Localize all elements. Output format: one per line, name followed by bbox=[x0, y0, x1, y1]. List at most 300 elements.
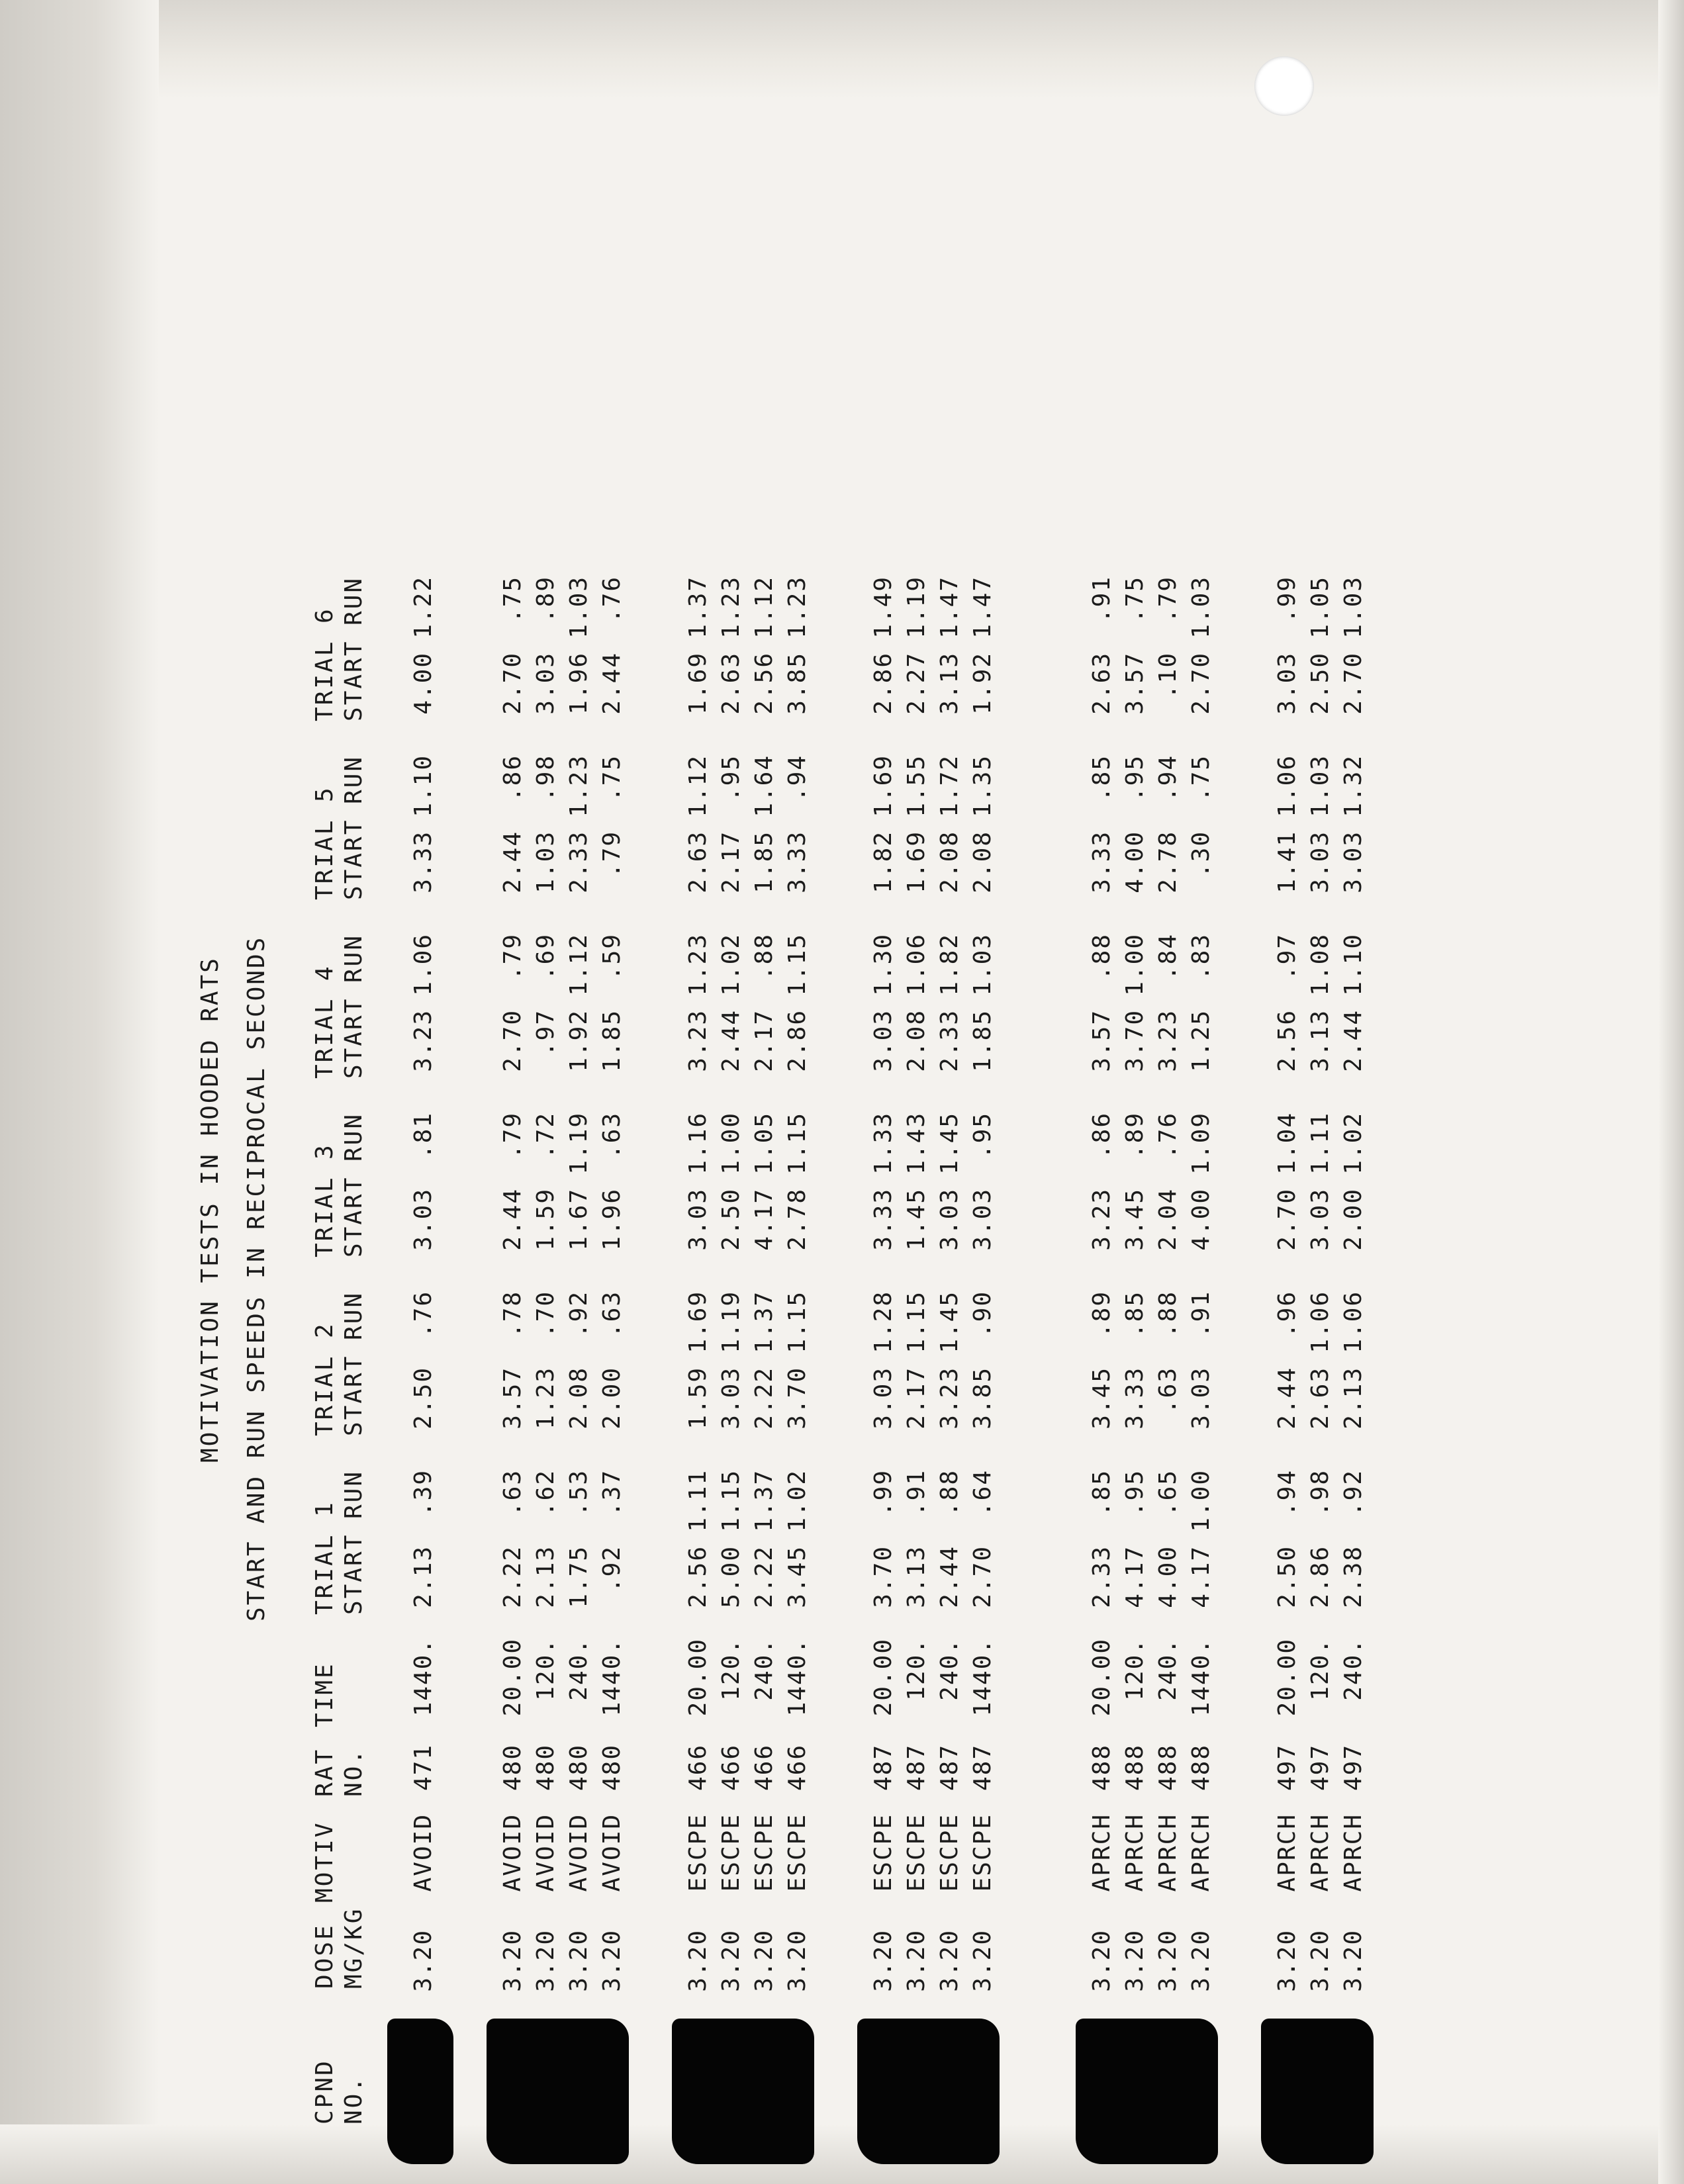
table-row bbox=[1271, 139, 1304, 2124]
cell-motiv: APRCH bbox=[1307, 1813, 1334, 1892]
cell-trial-1-run: .53 bbox=[565, 1469, 592, 1517]
cell-trial-2-start: 3.33 bbox=[1121, 1367, 1148, 1430]
cell-trial-5-start: 1.85 bbox=[751, 831, 778, 893]
cell-trial-5-start: 1.82 bbox=[870, 831, 897, 893]
cell-trial-1-run: .94 bbox=[1274, 1469, 1301, 1517]
cell-trial-4-run: 1.08 bbox=[1307, 933, 1334, 996]
cell-trial-3-run: 1.33 bbox=[870, 1112, 897, 1175]
table-row bbox=[781, 139, 814, 2124]
header-trial-5-start: START bbox=[340, 818, 367, 900]
cell-trial-3-run: .86 bbox=[1088, 1112, 1115, 1160]
cell-trial-3-start: 3.03 bbox=[410, 1188, 437, 1251]
cell-trial-4-run: .88 bbox=[751, 933, 778, 981]
cell-trial-2-run: .70 bbox=[532, 1291, 559, 1338]
cell-trial-5-run: .95 bbox=[1121, 754, 1148, 802]
cell-dose: 3.20 bbox=[1088, 1929, 1115, 1992]
redaction-mark bbox=[1076, 2019, 1218, 2164]
header-trial-1-start: START bbox=[340, 1533, 367, 1615]
cell-trial-1-run: .85 bbox=[1088, 1469, 1115, 1517]
cell-trial-6-start: 1.69 bbox=[684, 652, 712, 715]
table-row bbox=[596, 139, 629, 2124]
table-row bbox=[1086, 139, 1119, 2124]
cell-trial-2-start: 2.50 bbox=[410, 1367, 437, 1430]
cell-trial-1-run: .37 bbox=[598, 1469, 626, 1517]
cell-trial-4-run: 1.02 bbox=[718, 933, 745, 996]
cell-trial-4-start: 2.44 bbox=[718, 1009, 745, 1072]
cell-trial-3-run: 1.15 bbox=[784, 1112, 811, 1175]
cell-motiv: APRCH bbox=[1154, 1813, 1182, 1892]
cell-trial-5-run: 1.35 bbox=[969, 754, 996, 817]
cell-trial-3-start: 3.03 bbox=[969, 1188, 996, 1251]
cell-trial-6-start: 2.70 bbox=[1340, 652, 1367, 715]
cell-rat-no: 497 bbox=[1307, 1744, 1334, 1792]
cell-trial-5-run: .94 bbox=[784, 754, 811, 802]
cell-rat-no: 480 bbox=[532, 1744, 559, 1792]
cell-trial-5-run: 1.12 bbox=[684, 754, 712, 817]
cell-trial-1-run: .99 bbox=[870, 1469, 897, 1517]
cell-trial-6-start: 2.56 bbox=[751, 652, 778, 715]
cell-trial-6-start: 2.63 bbox=[1088, 652, 1115, 715]
cell-trial-6-run: 1.05 bbox=[1307, 576, 1334, 639]
cell-trial-5-run: .86 bbox=[499, 754, 526, 802]
cell-rat-no: 487 bbox=[870, 1744, 897, 1792]
cell-time: 1440. bbox=[784, 1638, 811, 1717]
cell-trial-5-run: 1.64 bbox=[751, 754, 778, 817]
cell-trial-1-run: .92 bbox=[1340, 1469, 1367, 1517]
cell-trial-5-run: .75 bbox=[598, 754, 626, 802]
cell-motiv: ESCPE bbox=[903, 1813, 930, 1892]
cell-trial-1-start: 3.70 bbox=[870, 1545, 897, 1608]
redaction-mark bbox=[857, 2019, 1000, 2164]
cell-trial-1-start: 2.22 bbox=[751, 1545, 778, 1608]
cell-motiv: AVOID bbox=[410, 1813, 437, 1892]
cell-trial-4-start: 3.13 bbox=[1307, 1009, 1334, 1072]
cell-trial-6-run: 1.47 bbox=[969, 576, 996, 639]
cell-trial-4-start: 1.85 bbox=[969, 1009, 996, 1072]
cell-trial-3-run: 1.45 bbox=[936, 1112, 963, 1175]
cell-trial-6-start: 1.92 bbox=[969, 652, 996, 715]
cell-trial-3-start: 1.45 bbox=[903, 1188, 930, 1251]
cell-trial-2-run: .88 bbox=[1154, 1291, 1182, 1338]
cell-rat-no: 488 bbox=[1154, 1744, 1182, 1792]
column-headers bbox=[311, 139, 384, 2124]
header-trial-4-run: RUN bbox=[340, 933, 367, 983]
cell-rat-no: 466 bbox=[718, 1744, 745, 1792]
cell-trial-4-start: 1.25 bbox=[1188, 1009, 1215, 1072]
header-rat: RAT bbox=[311, 1747, 338, 1797]
cell-motiv: AVOID bbox=[598, 1813, 626, 1892]
cell-trial-6-start: .10 bbox=[1154, 652, 1182, 700]
cell-rat-no: 488 bbox=[1121, 1744, 1148, 1792]
header-cpnd: CPND bbox=[311, 2059, 338, 2124]
cell-trial-5-start: 2.44 bbox=[499, 831, 526, 893]
header-trial-5-run: RUN bbox=[340, 754, 367, 804]
cell-trial-5-start: 2.17 bbox=[718, 831, 745, 893]
scan-edge-right bbox=[1658, 0, 1684, 2184]
cell-trial-1-start: 2.13 bbox=[410, 1545, 437, 1608]
cell-rat-no: 487 bbox=[969, 1744, 996, 1792]
cell-trial-3-start: 1.67 bbox=[565, 1188, 592, 1251]
cell-trial-6-start: 3.03 bbox=[532, 652, 559, 715]
cell-dose: 3.20 bbox=[532, 1929, 559, 1992]
cell-dose: 3.20 bbox=[936, 1929, 963, 1992]
cell-trial-2-run: .89 bbox=[1088, 1291, 1115, 1338]
cell-trial-3-start: 2.78 bbox=[784, 1188, 811, 1251]
cell-trial-6-run: 1.12 bbox=[751, 576, 778, 639]
cell-trial-3-run: .89 bbox=[1121, 1112, 1148, 1160]
cell-trial-6-run: 1.22 bbox=[410, 576, 437, 639]
cell-trial-5-start: 4.00 bbox=[1121, 831, 1148, 893]
cell-rat-no: 488 bbox=[1188, 1744, 1215, 1792]
cell-trial-4-start: 2.33 bbox=[936, 1009, 963, 1072]
cell-trial-4-start: 2.70 bbox=[499, 1009, 526, 1072]
cell-trial-5-run: 1.55 bbox=[903, 754, 930, 817]
cell-trial-6-run: .76 bbox=[598, 576, 626, 623]
cell-rat-no: 497 bbox=[1274, 1744, 1301, 1792]
cell-time: 240. bbox=[1340, 1638, 1367, 1701]
cell-motiv: APRCH bbox=[1188, 1813, 1215, 1892]
hole-punch bbox=[1254, 56, 1314, 116]
cell-time: 20.00 bbox=[1274, 1638, 1301, 1717]
cell-trial-6-run: 1.49 bbox=[870, 576, 897, 639]
header-trial-4: TRIAL 4 bbox=[311, 964, 338, 1079]
cell-trial-4-run: .69 bbox=[532, 933, 559, 981]
cell-trial-2-start: 2.22 bbox=[751, 1367, 778, 1430]
header-trial-4-start: START bbox=[340, 997, 367, 1079]
cell-trial-2-start: .63 bbox=[1154, 1367, 1182, 1414]
cell-rat-no: 466 bbox=[684, 1744, 712, 1792]
header-trial-6: TRIAL 6 bbox=[311, 607, 338, 721]
cell-time: 20.00 bbox=[1088, 1638, 1115, 1717]
cell-trial-2-start: 1.59 bbox=[684, 1367, 712, 1430]
cell-trial-2-start: 3.57 bbox=[499, 1367, 526, 1430]
cell-trial-4-run: 1.15 bbox=[784, 933, 811, 996]
cell-dose: 3.20 bbox=[1188, 1929, 1215, 1992]
cell-trial-3-run: .63 bbox=[598, 1112, 626, 1160]
cell-trial-1-run: 1.00 bbox=[1188, 1469, 1215, 1532]
cell-dose: 3.20 bbox=[1274, 1929, 1301, 1992]
cell-rat-no: 487 bbox=[903, 1744, 930, 1792]
cell-trial-2-run: 1.06 bbox=[1307, 1291, 1334, 1353]
table-row bbox=[933, 139, 966, 2124]
cell-trial-1-run: .64 bbox=[969, 1469, 996, 1517]
header-cpnd-no: NO. bbox=[340, 2075, 367, 2124]
cell-motiv: ESCPE bbox=[870, 1813, 897, 1892]
cell-trial-4-start: 3.23 bbox=[684, 1009, 712, 1072]
cell-dose: 3.20 bbox=[903, 1929, 930, 1992]
cell-trial-6-run: 1.19 bbox=[903, 576, 930, 639]
cell-trial-3-run: .79 bbox=[499, 1112, 526, 1160]
cell-trial-4-run: .79 bbox=[499, 933, 526, 981]
cell-trial-6-start: 3.85 bbox=[784, 652, 811, 715]
cell-trial-1-start: 4.17 bbox=[1121, 1545, 1148, 1608]
cell-motiv: APRCH bbox=[1274, 1813, 1301, 1892]
rotated-printout bbox=[159, 139, 1615, 2124]
cell-motiv: AVOID bbox=[499, 1813, 526, 1892]
table-row bbox=[1152, 139, 1185, 2124]
cell-trial-5-start: 3.03 bbox=[1340, 831, 1367, 893]
cell-trial-1-run: .63 bbox=[499, 1469, 526, 1517]
cell-time: 120. bbox=[1307, 1638, 1334, 1701]
cell-trial-1-start: 4.00 bbox=[1154, 1545, 1182, 1608]
cell-trial-3-start: 2.50 bbox=[718, 1188, 745, 1251]
cell-trial-6-start: 3.13 bbox=[936, 652, 963, 715]
cell-trial-4-start: 3.23 bbox=[1154, 1009, 1182, 1072]
cell-trial-4-run: 1.06 bbox=[903, 933, 930, 996]
cell-trial-5-start: 1.69 bbox=[903, 831, 930, 893]
cell-trial-1-run: .65 bbox=[1154, 1469, 1182, 1517]
cell-trial-6-start: 2.63 bbox=[718, 652, 745, 715]
cell-trial-1-run: 1.15 bbox=[718, 1469, 745, 1532]
cell-trial-2-start: 1.23 bbox=[532, 1367, 559, 1430]
cell-motiv: ESCPE bbox=[784, 1813, 811, 1892]
cell-trial-4-run: 1.30 bbox=[870, 933, 897, 996]
cell-trial-5-run: .94 bbox=[1154, 754, 1182, 802]
cell-trial-3-start: 4.17 bbox=[751, 1188, 778, 1251]
table-row bbox=[900, 139, 933, 2124]
header-trial-3: TRIAL 3 bbox=[311, 1143, 338, 1257]
cell-trial-5-start: 1.03 bbox=[532, 831, 559, 893]
cell-trial-2-start: 3.45 bbox=[1088, 1367, 1115, 1430]
table-row bbox=[1185, 139, 1218, 2124]
header-trial-2-run: RUN bbox=[340, 1291, 367, 1340]
cell-trial-4-run: 1.06 bbox=[410, 933, 437, 996]
cell-trial-4-run: .88 bbox=[1088, 933, 1115, 981]
header-dose: DOSE bbox=[311, 1923, 338, 1989]
cell-trial-6-run: .91 bbox=[1088, 576, 1115, 623]
cell-trial-5-run: .75 bbox=[1188, 754, 1215, 802]
cell-trial-3-start: 3.33 bbox=[870, 1188, 897, 1251]
cell-trial-1-start: 2.86 bbox=[1307, 1545, 1334, 1608]
redaction-mark bbox=[487, 2019, 629, 2164]
cell-motiv: APRCH bbox=[1340, 1813, 1367, 1892]
cell-rat-no: 488 bbox=[1088, 1744, 1115, 1792]
cell-trial-2-run: .96 bbox=[1274, 1291, 1301, 1338]
cell-dose: 3.20 bbox=[784, 1929, 811, 1992]
cell-dose: 3.20 bbox=[1340, 1929, 1367, 1992]
cell-trial-4-run: 1.82 bbox=[936, 933, 963, 996]
cell-trial-5-run: 1.10 bbox=[410, 754, 437, 817]
cell-trial-2-run: 1.06 bbox=[1340, 1291, 1367, 1353]
header-trial-2: TRIAL 2 bbox=[311, 1322, 338, 1436]
cell-trial-1-start: 2.13 bbox=[532, 1545, 559, 1608]
cell-trial-2-run: 1.37 bbox=[751, 1291, 778, 1353]
cell-trial-1-run: .91 bbox=[903, 1469, 930, 1517]
cell-trial-2-start: 3.03 bbox=[870, 1367, 897, 1430]
cell-trial-5-start: .79 bbox=[598, 831, 626, 878]
cell-trial-3-start: 4.00 bbox=[1188, 1188, 1215, 1251]
cell-trial-3-start: 3.03 bbox=[936, 1188, 963, 1251]
cell-trial-4-start: 3.70 bbox=[1121, 1009, 1148, 1072]
cell-dose: 3.20 bbox=[1307, 1929, 1334, 1992]
cell-trial-4-run: .59 bbox=[598, 933, 626, 981]
table-row bbox=[1119, 139, 1152, 2124]
cell-motiv: ESCPE bbox=[718, 1813, 745, 1892]
cell-motiv: ESCPE bbox=[969, 1813, 996, 1892]
cell-trial-2-start: 2.17 bbox=[903, 1367, 930, 1430]
cell-time: 20.00 bbox=[684, 1638, 712, 1717]
cell-trial-2-start: 3.85 bbox=[969, 1367, 996, 1430]
cell-trial-4-start: 2.44 bbox=[1340, 1009, 1367, 1072]
cell-time: 240. bbox=[565, 1638, 592, 1701]
cell-rat-no: 480 bbox=[598, 1744, 626, 1792]
cell-trial-5-run: 1.06 bbox=[1274, 754, 1301, 817]
cell-trial-6-run: 1.03 bbox=[1340, 576, 1367, 639]
cell-trial-4-start: 3.23 bbox=[410, 1009, 437, 1072]
cell-trial-5-run: .85 bbox=[1088, 754, 1115, 802]
cell-dose: 3.20 bbox=[718, 1929, 745, 1992]
header-dose-unit: MG/KG bbox=[340, 1907, 367, 1989]
cell-time: 120. bbox=[1121, 1638, 1148, 1701]
cell-trial-5-start: 3.33 bbox=[1088, 831, 1115, 893]
cell-trial-5-run: 1.32 bbox=[1340, 754, 1367, 817]
cell-trial-4-start: .97 bbox=[532, 1009, 559, 1057]
scan-edge-left bbox=[0, 0, 159, 2184]
document-title: MOTIVATION TESTS IN HOODED RATS bbox=[197, 956, 224, 1463]
cell-trial-4-start: 1.92 bbox=[565, 1009, 592, 1072]
cell-dose: 3.20 bbox=[1121, 1929, 1148, 1992]
cell-trial-2-start: 2.00 bbox=[598, 1367, 626, 1430]
cell-trial-1-start: 3.13 bbox=[903, 1545, 930, 1608]
cell-dose: 3.20 bbox=[598, 1929, 626, 1992]
cell-trial-5-run: .98 bbox=[532, 754, 559, 802]
cell-trial-1-run: 1.37 bbox=[751, 1469, 778, 1532]
cell-trial-6-run: 1.47 bbox=[936, 576, 963, 639]
header-trial-3-start: START bbox=[340, 1175, 367, 1257]
cell-trial-1-start: 2.44 bbox=[936, 1545, 963, 1608]
cell-trial-5-start: 1.41 bbox=[1274, 831, 1301, 893]
cell-time: 20.00 bbox=[870, 1638, 897, 1717]
cell-trial-1-start: 4.17 bbox=[1188, 1545, 1215, 1608]
cell-trial-1-run: .95 bbox=[1121, 1469, 1148, 1517]
cell-trial-6-run: .99 bbox=[1274, 576, 1301, 623]
table-row bbox=[748, 139, 781, 2124]
cell-trial-6-start: 2.70 bbox=[499, 652, 526, 715]
cell-trial-3-run: 1.02 bbox=[1340, 1112, 1367, 1175]
cell-dose: 3.20 bbox=[751, 1929, 778, 1992]
cell-trial-1-start: 2.50 bbox=[1274, 1545, 1301, 1608]
cell-trial-6-start: 2.27 bbox=[903, 652, 930, 715]
cell-trial-3-run: 1.05 bbox=[751, 1112, 778, 1175]
cell-trial-3-start: 3.23 bbox=[1088, 1188, 1115, 1251]
cell-trial-6-start: 3.03 bbox=[1274, 652, 1301, 715]
cell-trial-2-start: 2.08 bbox=[565, 1367, 592, 1430]
cell-trial-3-run: .76 bbox=[1154, 1112, 1182, 1160]
cell-trial-4-start: 2.08 bbox=[903, 1009, 930, 1072]
cell-trial-2-run: .63 bbox=[598, 1291, 626, 1338]
cell-trial-2-start: 3.23 bbox=[936, 1367, 963, 1430]
cell-trial-3-start: 3.03 bbox=[1307, 1188, 1334, 1251]
cell-trial-1-run: 1.11 bbox=[684, 1469, 712, 1532]
cell-trial-5-start: 2.08 bbox=[936, 831, 963, 893]
table-row bbox=[563, 139, 596, 2124]
cell-trial-1-run: .88 bbox=[936, 1469, 963, 1517]
cell-trial-1-start: 1.75 bbox=[565, 1545, 592, 1608]
header-trial-2-start: START bbox=[340, 1354, 367, 1436]
cell-trial-2-start: 2.63 bbox=[1307, 1367, 1334, 1430]
cell-trial-2-start: 3.70 bbox=[784, 1367, 811, 1430]
cell-trial-6-run: 1.03 bbox=[1188, 576, 1215, 639]
cell-rat-no: 487 bbox=[936, 1744, 963, 1792]
header-trial-6-run: RUN bbox=[340, 576, 367, 625]
cell-trial-6-run: .75 bbox=[499, 576, 526, 623]
cell-trial-6-run: .79 bbox=[1154, 576, 1182, 623]
cell-trial-6-run: .75 bbox=[1121, 576, 1148, 623]
cell-trial-2-start: 3.03 bbox=[1188, 1367, 1215, 1430]
header-trial-3-run: RUN bbox=[340, 1112, 367, 1161]
cell-motiv: APRCH bbox=[1088, 1813, 1115, 1892]
header-trial-1: TRIAL 1 bbox=[311, 1500, 338, 1615]
document-subtitle: START AND RUN SPEEDS IN RECIPROCAL SECONDS bbox=[243, 935, 270, 1621]
cell-trial-4-run: .83 bbox=[1188, 933, 1215, 981]
cell-trial-5-start: 3.03 bbox=[1307, 831, 1334, 893]
cell-trial-4-start: 3.03 bbox=[870, 1009, 897, 1072]
cell-trial-2-run: 1.45 bbox=[936, 1291, 963, 1353]
cell-trial-1-run: .62 bbox=[532, 1469, 559, 1517]
cell-trial-6-start: 2.70 bbox=[1188, 652, 1215, 715]
cell-trial-2-run: 1.19 bbox=[718, 1291, 745, 1353]
cell-trial-5-run: .95 bbox=[718, 754, 745, 802]
cell-trial-6-run: 1.03 bbox=[565, 576, 592, 639]
cell-trial-6-start: 2.86 bbox=[870, 652, 897, 715]
cell-trial-6-start: 2.50 bbox=[1307, 652, 1334, 715]
cell-trial-5-start: 3.33 bbox=[410, 831, 437, 893]
table-row bbox=[407, 139, 440, 2124]
cell-time: 120. bbox=[718, 1638, 745, 1701]
cell-trial-3-start: 2.00 bbox=[1340, 1188, 1367, 1251]
cell-time: 120. bbox=[903, 1638, 930, 1701]
cell-dose: 3.20 bbox=[684, 1929, 712, 1992]
cell-trial-3-start: 2.70 bbox=[1274, 1188, 1301, 1251]
header-rat-no: NO. bbox=[340, 1747, 367, 1797]
cell-trial-3-run: .72 bbox=[532, 1112, 559, 1160]
cell-trial-4-run: 1.12 bbox=[565, 933, 592, 996]
cell-trial-3-run: 1.16 bbox=[684, 1112, 712, 1175]
scan-edge-top bbox=[0, 0, 1684, 99]
cell-trial-3-run: 1.00 bbox=[718, 1112, 745, 1175]
cell-trial-3-run: 1.09 bbox=[1188, 1112, 1215, 1175]
cell-trial-6-start: 3.57 bbox=[1121, 652, 1148, 715]
cell-trial-4-run: .84 bbox=[1154, 933, 1182, 981]
cell-trial-2-start: 2.44 bbox=[1274, 1367, 1301, 1430]
cell-motiv: ESCPE bbox=[684, 1813, 712, 1892]
cell-rat-no: 466 bbox=[784, 1744, 811, 1792]
cell-trial-1-run: .98 bbox=[1307, 1469, 1334, 1517]
cell-trial-3-start: 3.45 bbox=[1121, 1188, 1148, 1251]
cell-rat-no: 497 bbox=[1340, 1744, 1367, 1792]
table-row bbox=[682, 139, 715, 2124]
cell-trial-5-start: 2.08 bbox=[969, 831, 996, 893]
cell-time: 120. bbox=[532, 1638, 559, 1701]
cell-dose: 3.20 bbox=[499, 1929, 526, 1992]
table-row bbox=[715, 139, 748, 2124]
cell-trial-3-start: 1.96 bbox=[598, 1188, 626, 1251]
cell-trial-4-run: 1.10 bbox=[1340, 933, 1367, 996]
cell-trial-4-run: 1.00 bbox=[1121, 933, 1148, 996]
cell-dose: 3.20 bbox=[410, 1929, 437, 1992]
cell-dose: 3.20 bbox=[870, 1929, 897, 1992]
cell-trial-2-run: .85 bbox=[1121, 1291, 1148, 1338]
cell-trial-5-start: 2.33 bbox=[565, 831, 592, 893]
cell-trial-3-start: 3.03 bbox=[684, 1188, 712, 1251]
cell-trial-2-run: 1.28 bbox=[870, 1291, 897, 1353]
cell-trial-6-start: 1.96 bbox=[565, 652, 592, 715]
cell-trial-2-start: 3.03 bbox=[718, 1367, 745, 1430]
cell-trial-5-start: 2.78 bbox=[1154, 831, 1182, 893]
cell-trial-2-run: .91 bbox=[1188, 1291, 1215, 1338]
cell-dose: 3.20 bbox=[969, 1929, 996, 1992]
cell-time: 240. bbox=[936, 1638, 963, 1701]
